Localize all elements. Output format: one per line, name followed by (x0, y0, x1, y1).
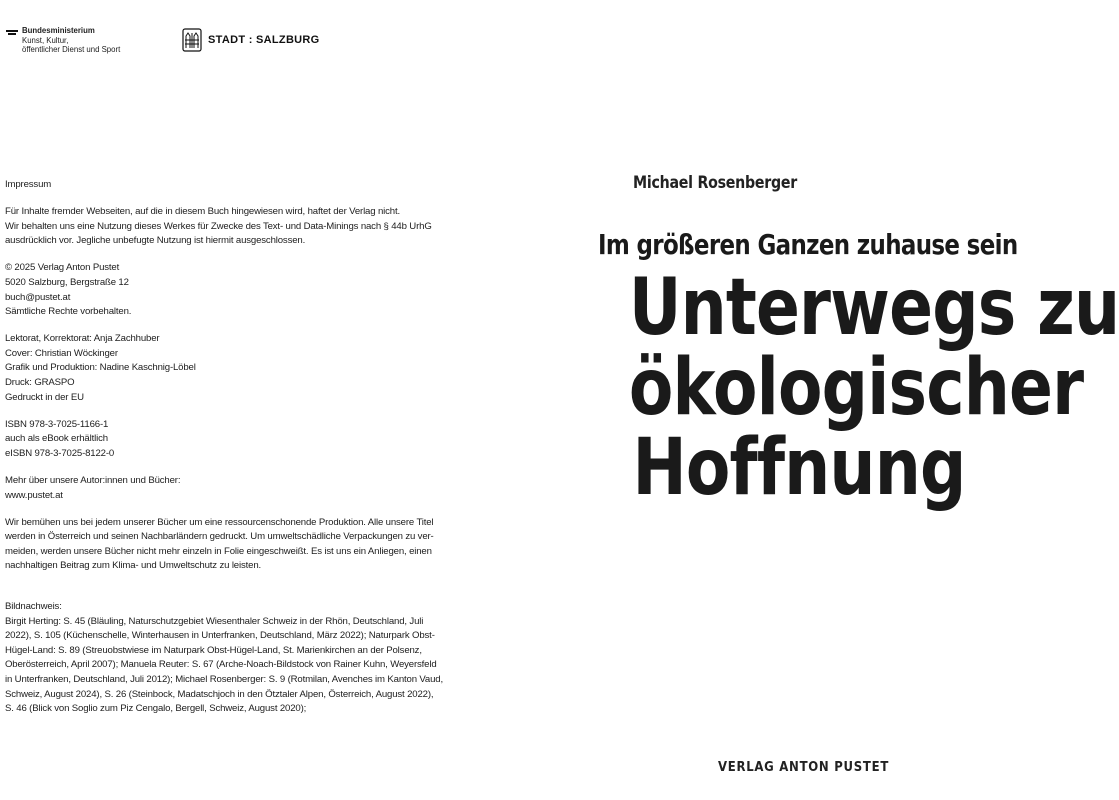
author-name: Michael Rosenberger (633, 173, 798, 192)
title-line: Hoffnung (632, 423, 966, 513)
city-logo-text: STADT : SALZBURG (208, 34, 320, 46)
book-subtitle: Im größeren Ganzen zuhause sein (598, 228, 1018, 261)
disclaimer-paragraph: Für Inhalte fremder Webseiten, auf die in diesem Buch hingewiesen wird, haftet der Verlag nicht. Wir behalten uns eine Nutzung dieses Werkes für Zwecke des Text- und Data-Minings nach § 44b UrhG ausdrücklich vor. Jegliche unbefugte Nutzung ist hiermit ausgeschlossen. (5, 206, 432, 247)
publisher-address: © 2025 Verlag Anton Pustet 5020 Salzburg, Bergstraße 12 buch@pustet.at Sämtliche Rechte vorbehalten. (5, 261, 415, 319)
environment-paragraph: Wir bemühen uns bei jedem unserer Bücher um eine ressourcenschonende Produktion. Alle unsere Titel werden in Österreich und seinen Nachbarländern gedruckt. Um umweltschädliche Verpackungen zu ver- meiden, werden unsere Bücher nicht mehr einzeln in Folie eingeschweißt. Es ist uns ein Anliegen, einen nachhaltigen Beitrag zum Klima- und Umweltschutz zu leisten. (5, 516, 434, 572)
sponsor-logos (6, 26, 426, 66)
imprint-page (0, 0, 444, 800)
imprint-heading: Impressum (5, 179, 52, 190)
ministry-name-line3: öffentlicher Dienst und Sport (22, 45, 121, 55)
title-page (590, 0, 1119, 800)
ministry-name-line1: Bundesministerium (22, 26, 95, 35)
photo-credits-heading: Bildnachweis: (5, 601, 62, 613)
photo-credits: Bildnachweis: Birgit Herting: S. 45 (Bläuling, Naturschutzgebiet Wiesenthaler Schweiz in der Rhön, Deutschland, Juli 2022), S. 105 (Küchenschelle, Winterhausen in Unterfranken, Deutschland, März 2022); Naturpark Obst- Hügel-Land: S. 89 (Streuobstwiese im Naturpark Obst-Hügel-Land, St. Marienkirchen an der Polsenz, Oberösterreich, April 2007); Manuela Reuter: S. 67 (Arche-Noach-Bildstock von Rainer Kuhn, Weyersfeld in Unterfranken, Deutschland, Juli 2012); Michael Rosenberger: S. 9 (Rotmilan, Avenches im Kanton Vaud, Schweiz, August 2024), S. 26 (Steinbock, Madatschjoch in den Ötztaler Alpen, Österreich, August 2022), S. 46 (Blick von Soglio zum Piz Cengalo, Bergell, Schweiz, August 2020); (5, 601, 444, 715)
production-credits: Lektorat, Korrektorat: Anja Zachhuber Cover: Christian Wöckinger Grafik und Produktion: Nadine Kaschnig-Löbel Druck: GRASPO Gedruckt in der EU (5, 333, 196, 403)
website-block: Mehr über unsere Autor:innen und Bücher: www.pustet.at (5, 474, 415, 503)
publisher-email: buch@pustet.at (5, 291, 71, 303)
ministry-name-line2: Kunst, Kultur, (22, 35, 69, 45)
book-title (594, 263, 1119, 513)
isbn-block: ISBN 978-3-7025-1166-1 auch als eBook erhältlich eISBN 978-3-7025-8122-0 (5, 418, 115, 459)
title-line: Unterwegs zu (628, 263, 1119, 353)
imprint-text (5, 178, 444, 729)
website-url: www.pustet.at (5, 489, 63, 501)
publisher-name: VERLAG ANTON PUSTET (718, 760, 890, 775)
austria-flag-icon (6, 30, 18, 32)
title-line: ökologischer (628, 343, 1084, 433)
salzburg-crest-icon (182, 28, 202, 52)
